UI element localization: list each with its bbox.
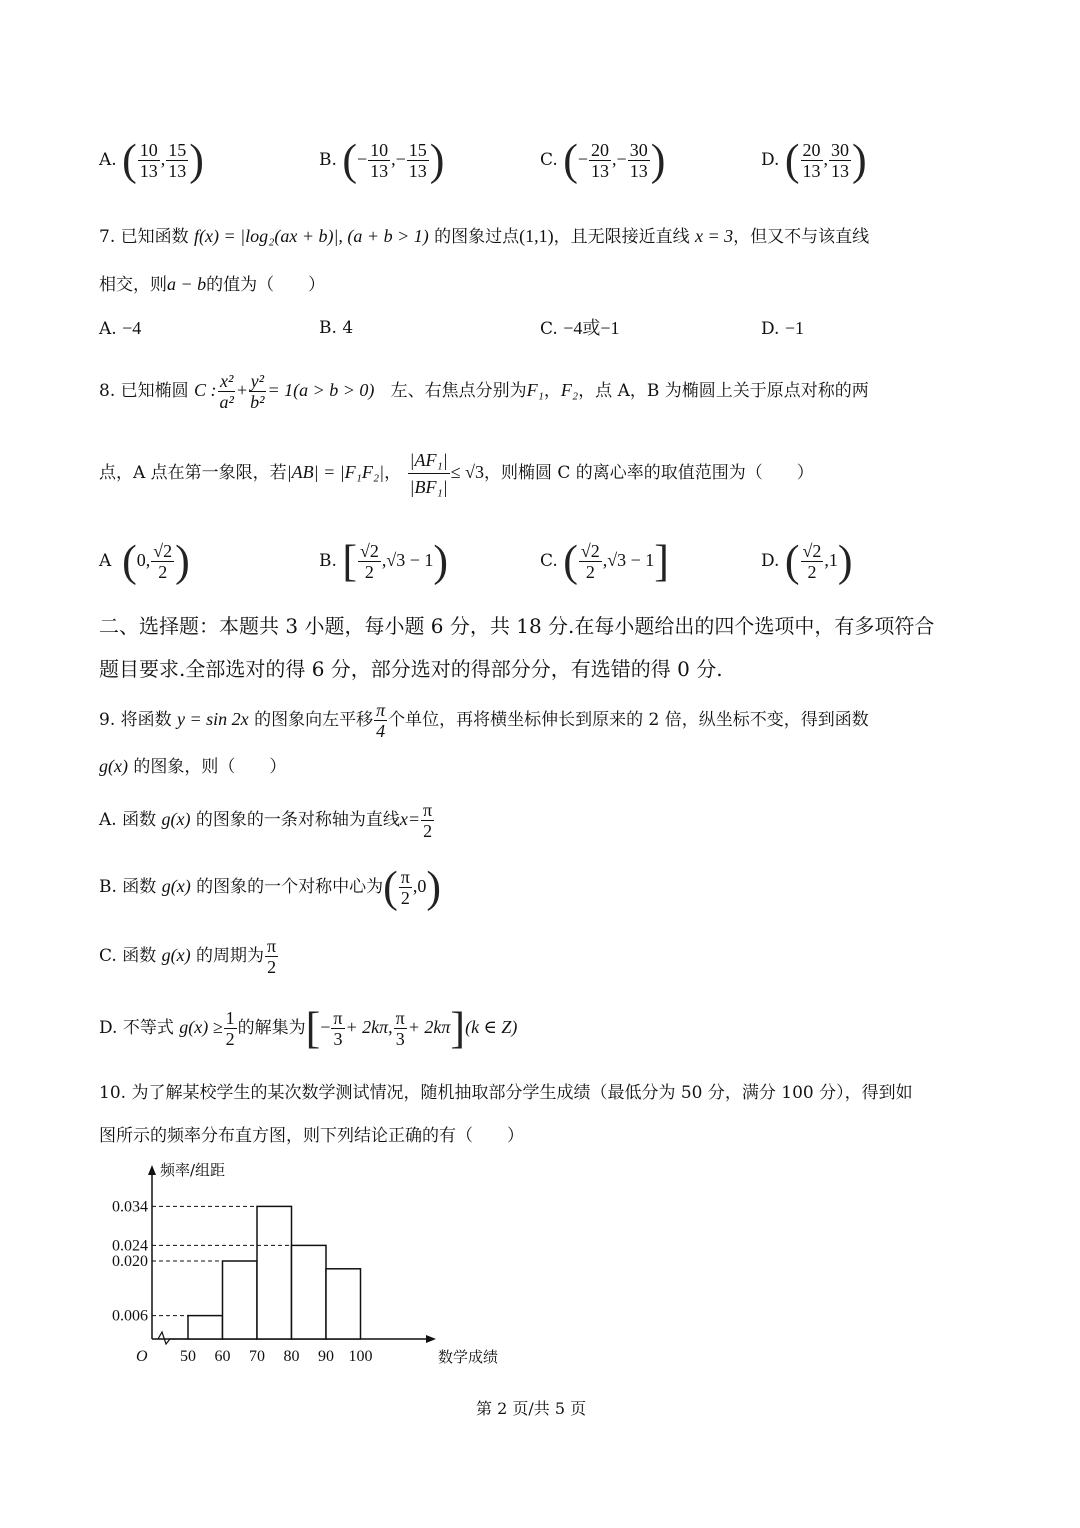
q9-option-d: D. 不等式 g(x) ≥ $\frac{1}{2}$ 的解集为[− $\frac{\pi}{3}$ + 2kπ, $\frac{\pi}{3}$ + 2kπ](k ∈ Z) (99, 1003, 518, 1053)
x-tick-label: 70 (249, 1348, 265, 1365)
q8-stem-line1: 8. 已知椭圆 C : $\frac{\text{x²}}{\text{a²}}$ + $\frac{\text{y²}}{\text{b²}}$ = 1(a > b > 0) 左、右焦点分别为F₁，F₂，点 A，B 为椭圆上关于原点对称的两 (99, 371, 869, 412)
x-tick-label: 80 (283, 1348, 300, 1365)
y-tick-label: 0.020 (112, 1253, 148, 1270)
section2-heading-line2: 题目要求.全部选对的得 6 分，部分选对的得部分分，有选错的得 0 分. (99, 657, 723, 681)
q6-option-b: B. (− $\frac{10}{13}$ ,− $\frac{15}{13}$ ) (319, 135, 445, 185)
x-tick-label: 90 (318, 1348, 334, 1365)
q8-option-c: C. ( $\frac{√2}{2}$ ,√3 − 1] (540, 536, 669, 586)
q7-option-d: D. −1 (761, 318, 804, 339)
q8-stem-line2: 点，A 点在第一象限，若|AB| = |F₁F₂|， $\frac{\text{|AF₁|}}{\text{|BF₁|}}$ ≤ √3，则椭圆 C 的离心率的取值范围为（ ） (99, 440, 814, 505)
q6-option-d: D. ( $\frac{20}{13}$ , $\frac{30}{13}$ ) (761, 135, 867, 185)
histogram-bar (257, 1206, 292, 1339)
histogram-bar (326, 1269, 361, 1339)
q6-option-a: A. ( $\frac{10}{13}$ , $\frac{15}{13}$ ) (99, 135, 204, 185)
y-tick-label: 0.024 (112, 1237, 148, 1255)
x-tick-label: 60 (214, 1348, 231, 1365)
y-axis-label: 频率/组距 (160, 1161, 226, 1179)
page-footer: 第 2 页/共 5 页 (476, 1399, 587, 1418)
q10-stem-line1: 10. 为了解某校学生的某次数学测试情况，随机抽取部分学生成绩（最低分为 50 分，满分 100 分），得到如 (99, 1083, 913, 1103)
q9-stem-line1: 9. 将函数 y = sin 2x 的图象向左平移 $\frac{\pi}{4}$ 个单位，再将横坐标伸长到原来的 2 倍，纵坐标不变，得到函数 (99, 700, 869, 741)
y-axis-arrow-icon (148, 1165, 156, 1175)
y-tick-label: 0.034 (112, 1198, 148, 1216)
x-tick-label: 100 (348, 1348, 373, 1365)
q9-option-a: A. 函数 g(x) 的图象的一条对称轴为直线x= $\frac{\pi}{2}$ (99, 800, 433, 841)
q7-option-b: B. 4 (319, 318, 354, 338)
q7-option-c: C. −4或−1 (540, 318, 620, 339)
q10-stem-line2: 图所示的频率分布直方图，则下列结论正确的有（ ） (99, 1126, 524, 1146)
q9-stem-line2: g(x) 的图象，则（ ） (99, 756, 287, 777)
axis-break-mark (158, 1332, 188, 1344)
q7-function: f(x) = |log₂(ax + b)|, (a + b > 1) (194, 226, 429, 246)
q7-stem-line1: 7. 已知函数 f(x) = |log₂(ax + b)|, (a + b > 1) 的图象过点(1,1)，且无限接近直线 x = 3，但又不与该直线 (99, 226, 870, 247)
origin-label: O (136, 1348, 148, 1365)
y-tick-label: 0.006 (112, 1307, 148, 1325)
q6-option-c: C. (− $\frac{20}{13}$ ,− $\frac{30}{13}$ ) (540, 135, 666, 185)
q9-option-c: C. 函数 g(x) 的周期为 $\frac{\pi}{2}$ (99, 936, 277, 977)
section2-heading-line1: 二、选择题：本题共 3 小题，每小题 6 分，共 18 分.在每小题给出的四个选项中，有多项符合 (99, 614, 935, 638)
q8-option-b: B. [ $\frac{√2}{2}$ ,√3 − 1) (319, 536, 449, 586)
histogram-bar (292, 1245, 327, 1339)
x-tick-label: 50 (180, 1348, 196, 1365)
histogram-bar (188, 1316, 223, 1339)
histogram-bar (223, 1261, 258, 1339)
q8-option-d: D. ( $\frac{√2}{2}$ ,1) (761, 536, 853, 586)
q7-stem-line2: 相交，则a − b的值为（ ） (99, 274, 326, 295)
q7-option-a: A. −4 (99, 318, 142, 339)
q8-option-a: A (0, $\frac{√2}{2}$ ) (99, 536, 190, 586)
x-axis-label: 数学成绩 (438, 1348, 499, 1366)
frequency-histogram (90, 1155, 499, 1375)
x-axis-arrow-icon (426, 1335, 436, 1343)
q9-option-b: B. 函数 g(x) 的图象的一个对称中心为( $\frac{\pi}{2}$ ,0) (99, 862, 442, 912)
